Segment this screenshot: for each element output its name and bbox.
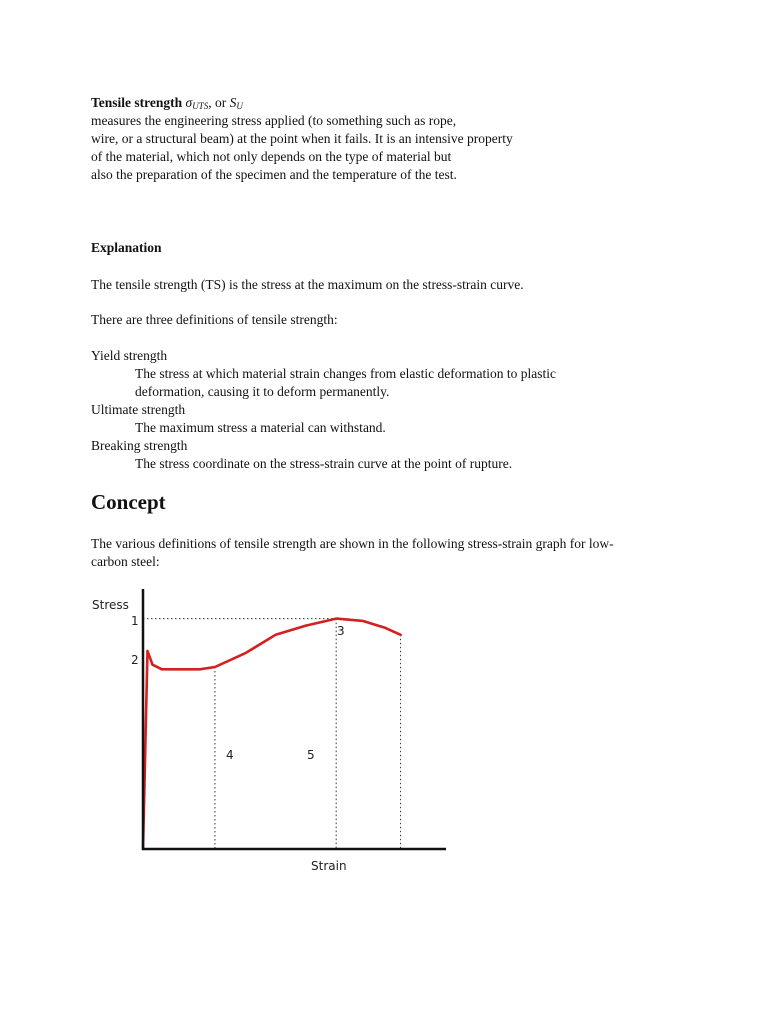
yield-strength-desc-1: The stress at which material strain changes from elastic deformation to plastic: [135, 366, 556, 381]
su-symbol: $S_U$: [229, 95, 243, 111]
x-axis-label: Strain: [311, 859, 347, 873]
concept-line-2: carbon steel:: [91, 554, 160, 569]
three-definitions-intro: There are three definitions of tensile strength:: [91, 312, 338, 327]
sigma-uts-symbol: $\sigma_{UTS}$: [185, 95, 209, 111]
annotation-label-5: 5: [307, 748, 315, 762]
yield-strength-desc-2: deformation, causing it to deform permanently.: [135, 384, 390, 399]
ts-sentence: The tensile strength (TS) is the stress at the maximum on the stress-strain curve.: [91, 277, 524, 292]
reference-lines: [143, 619, 401, 849]
annotation-label-1: 1: [131, 614, 139, 628]
tensile-strength-heading: Tensile strength: [91, 95, 183, 110]
explanation-heading: Explanation: [91, 240, 162, 255]
concept-line-1: The various definitions of tensile strength are shown in the following stress-strain graph for low-: [91, 536, 614, 551]
definition-line-2: wire, or a structural beam) at the point when it fails. It is an intensive property: [91, 131, 513, 146]
annotation-label-2: 2: [131, 653, 139, 667]
annotations: [131, 614, 345, 762]
definition-line-4: also the preparation of the specimen and the temperature of the test.: [91, 167, 457, 182]
annotation-label-4: 4: [226, 748, 234, 762]
y-axis-label: Stress: [92, 598, 129, 612]
definition-line-3: of the material, which not only depends on the type of material but: [91, 149, 452, 164]
ultimate-strength-desc: The maximum stress a material can withstand.: [135, 420, 386, 435]
breaking-strength-desc: The stress coordinate on the stress-strain curve at the point of rupture.: [135, 456, 513, 471]
ultimate-strength-term: Ultimate strength: [91, 402, 186, 417]
or-text: , or: [208, 95, 227, 110]
definition-line-1: measures the engineering stress applied (to something such as rope,: [91, 113, 457, 128]
breaking-strength-term: Breaking strength: [91, 438, 188, 453]
stress-strain-curve: [143, 619, 401, 849]
concept-heading: Concept: [91, 490, 166, 514]
yield-strength-term: Yield strength: [91, 348, 168, 363]
annotation-label-3: 3: [337, 624, 345, 638]
